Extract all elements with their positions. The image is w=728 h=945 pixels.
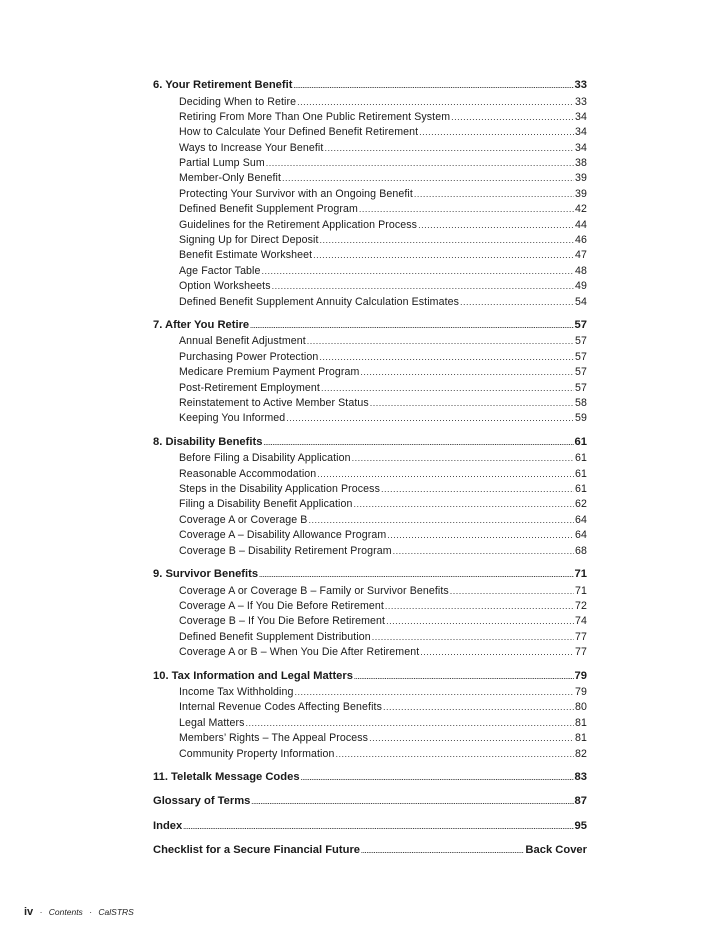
toc-entry-page: 34: [575, 110, 587, 123]
toc-entry[interactable]: [153, 264, 587, 279]
toc-entry[interactable]: [153, 279, 587, 294]
toc-entry-title: Ways to Increase Your Benefit: [179, 141, 324, 154]
toc-entry[interactable]: [153, 295, 587, 310]
toc-entry-title: Annual Benefit Adjustment: [179, 335, 306, 348]
toc-section: [153, 77, 587, 310]
toc-entry-title: Defined Benefit Supplement Annuity Calculation Estimates: [179, 295, 460, 308]
toc-entry-title: Steps in the Disability Application Process: [179, 483, 380, 496]
toc-entry-title: Member-Only Benefit: [179, 172, 281, 185]
toc-entry-page: 71: [575, 584, 587, 597]
toc-entry[interactable]: [153, 747, 587, 762]
toc-entry-title: Coverage B – Disability Retirement Program: [179, 544, 392, 557]
toc-entry-page: 46: [575, 234, 587, 247]
dot-leader: [420, 645, 574, 660]
toc-section-heading-title: Checklist for a Secure Financial Future: [153, 844, 361, 857]
dot-leader: [336, 747, 575, 762]
toc-entry[interactable]: [153, 350, 587, 365]
toc-section: [153, 793, 587, 811]
toc-section-heading-page: 71: [574, 568, 587, 581]
toc-section-heading-page: 33: [574, 79, 587, 91]
toc-entry-title: Reinstatement to Active Member Status: [179, 397, 369, 410]
toc-entry[interactable]: [153, 645, 587, 660]
toc-entry-title: Coverage B – If You Die Before Retirement: [179, 615, 386, 628]
footer-section-name: Contents: [48, 907, 83, 917]
toc-entry-title: Income Tax Withholding: [179, 686, 294, 698]
toc-entry[interactable]: [153, 171, 587, 186]
toc-entry-page: 72: [575, 599, 587, 612]
toc-entry[interactable]: [153, 685, 587, 700]
toc-entry-title: Medicare Premium Payment Program: [179, 366, 360, 379]
toc-section-heading-page: 83: [574, 770, 587, 783]
toc-entry[interactable]: [153, 396, 587, 411]
toc-section: [153, 668, 587, 762]
toc-entry-page: 44: [575, 218, 587, 231]
toc-section-heading-title: 8. Disability Benefits: [153, 435, 263, 448]
dot-leader: [313, 248, 574, 263]
page-footer: [24, 906, 134, 918]
toc-entry-page: 57: [575, 350, 587, 363]
toc-entry-title: Protecting Your Survivor with an Ongoing Benefit: [179, 187, 413, 200]
toc-entry-page: 80: [575, 701, 587, 714]
toc-entry[interactable]: [153, 716, 587, 731]
toc-entry-page: 81: [575, 732, 587, 745]
toc-entry[interactable]: [153, 731, 587, 746]
dot-leader: [451, 110, 574, 125]
footer-separator: ·: [39, 907, 43, 917]
dot-leader: [282, 171, 574, 186]
toc-entry-page: 61: [575, 483, 587, 496]
dot-leader: [307, 334, 574, 349]
toc-entry[interactable]: [153, 544, 587, 559]
dot-leader: [183, 819, 573, 836]
dot-leader: [386, 614, 574, 629]
dot-leader: [319, 350, 574, 365]
dot-leader: [354, 497, 575, 512]
toc-entry-title: Before Filing a Disability Application: [179, 452, 351, 465]
toc-entry-page: 42: [575, 203, 587, 216]
toc-section-heading-title: Index: [153, 819, 183, 832]
toc-entry[interactable]: [153, 584, 587, 599]
dot-leader: [286, 411, 574, 426]
toc-entry-page: 77: [575, 630, 587, 643]
toc-section-heading-title: 9. Survivor Benefits: [153, 568, 259, 581]
dot-leader: [352, 451, 574, 466]
toc-section-heading-page: Back Cover: [525, 844, 587, 857]
toc-entry[interactable]: [153, 482, 587, 497]
toc-entry[interactable]: [153, 365, 587, 380]
toc-entry-title: Keeping You Informed: [179, 412, 286, 425]
toc-section-heading[interactable]: [153, 566, 587, 584]
toc-entry-title: Benefit Estimate Worksheet: [179, 249, 313, 262]
dot-leader: [387, 528, 574, 543]
toc-entry[interactable]: [153, 156, 587, 171]
toc-entry[interactable]: [153, 202, 587, 217]
toc-section: [153, 818, 587, 836]
toc-section-heading[interactable]: [153, 818, 587, 836]
toc-entry-title: Defined Benefit Supplement Distribution: [179, 630, 371, 643]
toc-section-heading[interactable]: [153, 842, 587, 860]
toc-entry-page: 34: [575, 126, 587, 139]
toc-entry-page: 61: [575, 452, 587, 465]
toc-entry[interactable]: [153, 248, 587, 263]
toc-section-heading-page: 57: [574, 318, 587, 331]
toc-entry-title: Defined Benefit Supplement Program: [179, 203, 358, 216]
dot-leader: [301, 770, 574, 787]
toc-entry-page: 62: [575, 498, 587, 511]
dot-leader: [272, 279, 574, 294]
toc-section-heading[interactable]: [153, 668, 587, 686]
toc-entry-page: 74: [575, 615, 587, 628]
toc-entry-page: 82: [575, 747, 587, 760]
dot-leader: [385, 599, 574, 614]
toc-entry-title: Reasonable Accommodation: [179, 467, 317, 480]
toc-section: [153, 317, 587, 427]
dot-leader: [414, 187, 574, 202]
toc-entry[interactable]: [153, 513, 587, 528]
toc-section-heading[interactable]: [153, 769, 587, 787]
toc-entry-title: How to Calculate Your Defined Benefit Retirement: [179, 126, 419, 139]
dot-leader: [250, 318, 573, 335]
toc-entry-page: 48: [575, 264, 587, 277]
toc-entry-title: Purchasing Power Protection: [179, 350, 319, 363]
table-of-contents: [153, 77, 587, 867]
toc-entry-page: 39: [575, 172, 587, 185]
dot-leader: [308, 513, 574, 528]
toc-entry[interactable]: [153, 125, 587, 140]
toc-entry-page: 34: [575, 141, 587, 154]
dot-leader: [324, 141, 574, 156]
dot-leader: [418, 218, 574, 233]
toc-entry[interactable]: [153, 233, 587, 248]
dot-leader: [354, 669, 574, 686]
dot-leader: [251, 794, 573, 811]
toc-section: [153, 566, 587, 660]
toc-entry-title: Community Property Information: [179, 747, 335, 760]
dot-leader: [370, 396, 574, 411]
toc-entry-title: Coverage A – If You Die Before Retirement: [179, 599, 384, 612]
toc-entry[interactable]: [153, 110, 587, 125]
toc-entry-page: 79: [575, 686, 587, 698]
toc-entry-title: Coverage A – Disability Allowance Program: [179, 529, 387, 542]
toc-entry[interactable]: [153, 451, 587, 466]
toc-entry-page: 58: [575, 397, 587, 410]
dot-leader: [294, 685, 574, 700]
dot-leader: [361, 843, 524, 860]
dot-leader: [320, 233, 575, 248]
toc-entry-page: 57: [575, 381, 587, 394]
toc-section-heading-page: 87: [574, 795, 587, 808]
toc-section-heading-title: 11. Teletalk Message Codes: [153, 770, 300, 783]
dot-leader: [369, 731, 574, 746]
toc-section-heading[interactable]: [153, 793, 587, 811]
footer-separator: ·: [89, 907, 93, 917]
dot-leader: [360, 365, 574, 380]
toc-section-heading[interactable]: [153, 317, 587, 335]
dot-leader: [460, 295, 574, 310]
dot-leader: [293, 78, 573, 95]
dot-leader: [245, 716, 574, 731]
toc-entry-title: Legal Matters: [179, 716, 245, 729]
toc-entry-page: 39: [575, 187, 587, 200]
toc-entry[interactable]: [153, 411, 587, 426]
toc-section-heading-title: 7. After You Retire: [153, 318, 250, 331]
toc-entry-page: 57: [575, 366, 587, 379]
toc-entry[interactable]: [153, 141, 587, 156]
toc-entry-title: Coverage A or Coverage B – Family or Survivor Benefits: [179, 584, 449, 597]
dot-leader: [359, 202, 574, 217]
toc-section-heading-title: 10. Tax Information and Legal Matters: [153, 669, 353, 682]
toc-section-heading-page: 95: [574, 819, 587, 832]
toc-entry[interactable]: [153, 614, 587, 629]
dot-leader: [266, 156, 574, 171]
dot-leader: [263, 435, 573, 452]
toc-entry-title: Coverage A or Coverage B: [179, 513, 308, 526]
toc-entry-title: Age Factor Table: [179, 264, 261, 277]
toc-section-heading-page: 61: [574, 435, 587, 448]
toc-entry[interactable]: [153, 497, 587, 512]
toc-entry[interactable]: [153, 599, 587, 614]
toc-section-heading-title: 6. Your Retirement Benefit: [153, 79, 293, 91]
toc-entry-title: Deciding When to Retire: [179, 95, 297, 108]
toc-entry-page: 38: [575, 157, 587, 170]
dot-leader: [419, 125, 574, 140]
toc-section-heading-title: Glossary of Terms: [153, 795, 251, 808]
toc-entry-title: Internal Revenue Codes Affecting Benefits: [179, 701, 382, 714]
toc-entry-title: Signing Up for Direct Deposit: [179, 234, 319, 247]
toc-entry-title: Retiring From More Than One Public Retirement System: [179, 110, 451, 123]
dot-leader: [262, 264, 575, 279]
toc-section: [153, 769, 587, 787]
dot-leader: [321, 381, 574, 396]
dot-leader: [393, 544, 574, 559]
dot-leader: [381, 482, 574, 497]
toc-entry-page: 49: [575, 280, 587, 293]
toc-entry-page: 64: [575, 513, 587, 526]
toc-section: [153, 434, 587, 559]
toc-entry-title: Partial Lump Sum: [179, 157, 265, 170]
toc-entry-page: 54: [575, 295, 587, 308]
toc-entry[interactable]: [153, 381, 587, 396]
toc-entry-title: Coverage A or B – When You Die After Retirement: [179, 646, 420, 659]
footer-publisher: CalSTRS: [98, 907, 134, 917]
toc-section: [153, 842, 587, 860]
toc-entry-page: 64: [575, 529, 587, 542]
dot-leader: [317, 467, 574, 482]
toc-entry-page: 81: [575, 716, 587, 729]
toc-entry-page: 33: [575, 95, 587, 108]
toc-entry[interactable]: [153, 334, 587, 349]
toc-entry[interactable]: [153, 95, 587, 110]
toc-entry[interactable]: [153, 528, 587, 543]
toc-entry-title: Post-Retirement Employment: [179, 381, 320, 394]
toc-entry-page: 57: [575, 335, 587, 348]
toc-entry-title: Members’ Rights – The Appeal Process: [179, 732, 369, 745]
toc-section-heading-page: 79: [574, 669, 587, 682]
dot-leader: [450, 584, 574, 599]
toc-entry-page: 61: [575, 467, 587, 480]
toc-entry[interactable]: [153, 187, 587, 202]
toc-entry[interactable]: [153, 630, 587, 645]
toc-entry-title: Option Worksheets: [179, 280, 271, 293]
dot-leader: [259, 567, 573, 584]
dot-leader: [297, 95, 574, 110]
toc-entry-page: 59: [575, 412, 587, 425]
dot-leader: [383, 700, 574, 715]
toc-entry-title: Guidelines for the Retirement Application Process: [179, 218, 418, 231]
toc-entry[interactable]: [153, 467, 587, 482]
toc-entry[interactable]: [153, 218, 587, 233]
toc-entry-page: 68: [575, 544, 587, 557]
toc-entry-title: Filing a Disability Benefit Application: [179, 498, 353, 511]
toc-entry[interactable]: [153, 700, 587, 715]
page-number: iv: [24, 906, 34, 918]
toc-section-heading[interactable]: [153, 434, 587, 452]
toc-entry-page: 77: [575, 646, 587, 659]
dot-leader: [372, 630, 574, 645]
toc-section-heading[interactable]: [153, 77, 587, 95]
toc-entry-page: 47: [575, 249, 587, 262]
